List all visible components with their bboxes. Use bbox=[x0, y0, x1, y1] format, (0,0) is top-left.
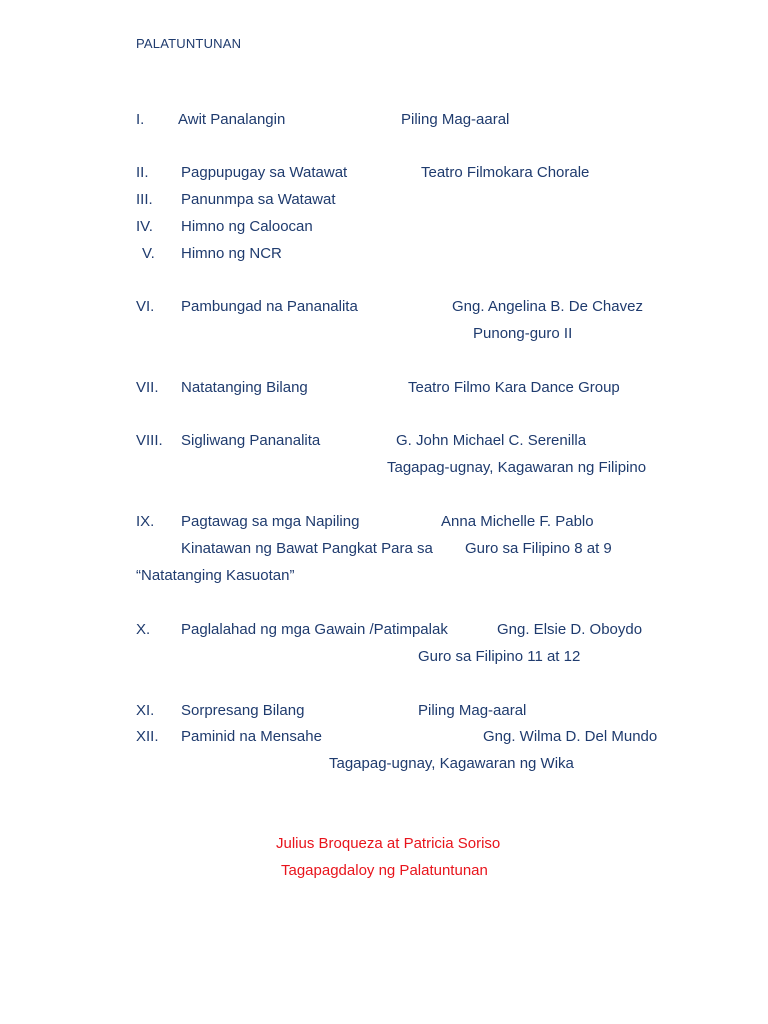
item-presenter: G. John Michael C. Serenilla bbox=[396, 432, 587, 449]
item-title: Pagtawag sa mga Napiling bbox=[181, 513, 360, 530]
item-title-line2: Kinatawan ng Bawat Pangkat Para sa bbox=[181, 540, 433, 557]
item-number: XII. bbox=[136, 728, 159, 745]
item-presenter: Teatro Filmokara Chorale bbox=[421, 164, 590, 181]
item-title: Awit Panalangin bbox=[178, 111, 286, 128]
item-number: I. bbox=[136, 111, 145, 128]
item-presenter: Gng. Wilma D. Del Mundo bbox=[483, 728, 658, 745]
item-title: Sigliwang Pananalita bbox=[181, 432, 321, 449]
item-presenter: Anna Michelle F. Pablo bbox=[441, 513, 594, 530]
item-number: IX. bbox=[136, 513, 155, 530]
item-number: VII. bbox=[136, 379, 159, 396]
item-presenter-role: Tagapag-ugnay, Kagawaran ng Filipino bbox=[387, 459, 647, 476]
item-number: VIII. bbox=[136, 432, 163, 449]
item-title: Sorpresang Bilang bbox=[181, 702, 305, 719]
item-number: II. bbox=[136, 164, 149, 181]
item-presenter-role: Guro sa Filipino 11 at 12 bbox=[418, 648, 581, 665]
item-title: Panunmpa sa Watawat bbox=[181, 191, 336, 208]
item-number: VI. bbox=[136, 298, 155, 315]
item-presenter-role: Guro sa Filipino 8 at 9 bbox=[465, 540, 612, 557]
item-number: IV. bbox=[136, 218, 153, 235]
item-number: XI. bbox=[136, 702, 155, 719]
hosts-role: Tagapagdaloy ng Palatuntunan bbox=[281, 862, 488, 879]
item-title: Natatanging Bilang bbox=[181, 379, 308, 396]
item-title-line3: “Natatanging Kasuotan” bbox=[136, 567, 295, 584]
item-presenter-role: Punong-guro II bbox=[473, 325, 573, 342]
item-title: Himno ng Caloocan bbox=[181, 218, 313, 235]
hosts-names: Julius Broqueza at Patricia Soriso bbox=[276, 835, 501, 852]
page-title: PALATUNTUNAN bbox=[136, 36, 242, 51]
item-title: Pambungad na Pananalita bbox=[181, 298, 358, 315]
item-number: III. bbox=[136, 191, 153, 208]
item-title: Paglalahad ng mga Gawain /Patimpalak bbox=[181, 621, 448, 638]
item-title: Himno ng NCR bbox=[181, 245, 282, 262]
item-number: X. bbox=[136, 621, 151, 638]
item-presenter: Piling Mag-aaral bbox=[401, 111, 510, 128]
item-presenter: Teatro Filmo Kara Dance Group bbox=[408, 379, 620, 396]
item-presenter: Piling Mag-aaral bbox=[418, 702, 527, 719]
item-presenter: Gng. Angelina B. De Chavez bbox=[452, 298, 643, 315]
item-presenter: Gng. Elsie D. Oboydo bbox=[497, 621, 643, 638]
item-presenter-role: Tagapag-ugnay, Kagawaran ng Wika bbox=[329, 755, 574, 772]
item-number: V. bbox=[142, 245, 155, 262]
item-title: Paminid na Mensahe bbox=[181, 728, 322, 745]
item-title: Pagpupugay sa Watawat bbox=[181, 164, 348, 181]
